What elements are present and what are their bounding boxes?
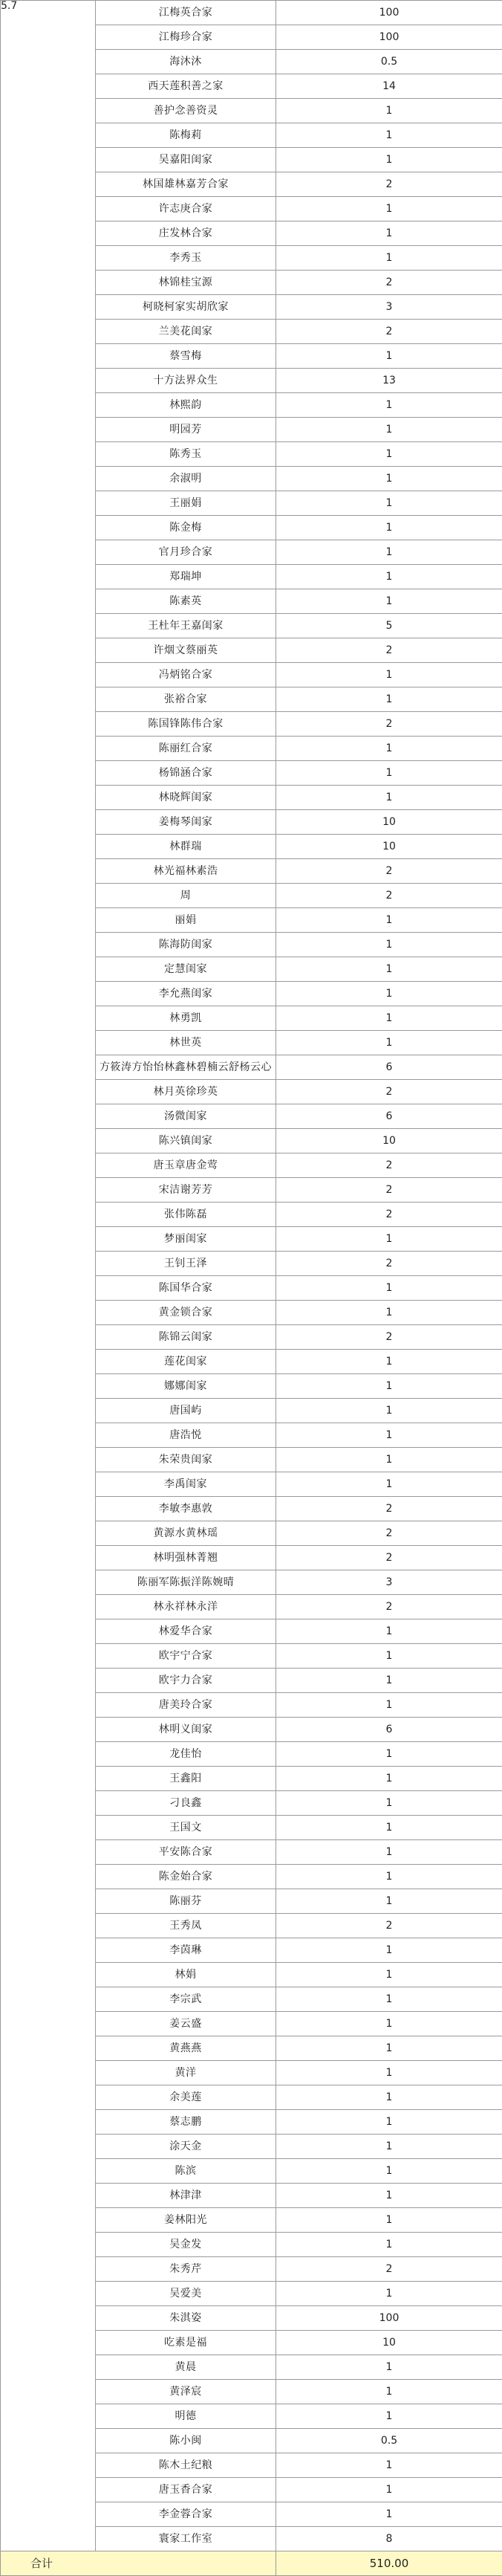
donor-name-cell: 寰家工作室 <box>96 2527 276 2551</box>
amount-cell: 1 <box>276 1693 502 1718</box>
amount-cell: 0.5 <box>276 50 502 74</box>
donor-name-cell: 方筱涛方怡怡林鑫林碧楠云舒杨云心 <box>96 1055 276 1080</box>
donor-name-cell: 海沐沐 <box>96 50 276 74</box>
donor-name-cell: 李茵琳 <box>96 1938 276 1963</box>
donor-name-cell: 李禹闺家 <box>96 1472 276 1497</box>
donor-name-cell: 李宗武 <box>96 1987 276 2012</box>
amount-cell: 1 <box>276 393 502 418</box>
donor-name-cell: 朱荣贵闺家 <box>96 1448 276 1472</box>
donor-name-cell: 王国文 <box>96 1816 276 1840</box>
donor-name-cell: 姜梅琴闺家 <box>96 810 276 835</box>
amount-cell: 1 <box>276 344 502 369</box>
amount-cell: 1 <box>276 737 502 761</box>
amount-cell: 1 <box>276 99 502 123</box>
donor-name-cell: 林永祥林永洋 <box>96 1595 276 1619</box>
amount-cell: 2 <box>276 320 502 344</box>
donor-name-cell: 王钊王泽 <box>96 1252 276 1276</box>
amount-cell: 1 <box>276 221 502 246</box>
amount-cell: 1 <box>276 663 502 687</box>
amount-cell: 2 <box>276 1497 502 1521</box>
donor-name-cell: 陈小闽 <box>96 2429 276 2453</box>
amount-cell: 1 <box>276 1227 502 1252</box>
amount-cell: 1 <box>276 1742 502 1767</box>
amount-cell: 1 <box>276 1350 502 1374</box>
amount-cell: 1 <box>276 1031 502 1055</box>
amount-cell: 1 <box>276 687 502 712</box>
amount-cell: 1 <box>276 1276 502 1301</box>
amount-cell: 1 <box>276 786 502 810</box>
donor-name-cell: 黄源水黄林瑶 <box>96 1521 276 1546</box>
donor-name-cell: 柯晓柯家实胡欣家 <box>96 295 276 320</box>
amount-cell: 6 <box>276 1055 502 1080</box>
donor-name-cell: 陈金梅 <box>96 516 276 540</box>
amount-cell: 100 <box>276 1 502 25</box>
donor-name-cell: 十方法界众生 <box>96 369 276 393</box>
donor-name-cell: 陈丽红合家 <box>96 737 276 761</box>
donor-name-cell: 陈丽军陈振洋陈婉晴 <box>96 1570 276 1595</box>
donor-name-cell: 余淑明 <box>96 467 276 491</box>
donor-name-cell: 姜林阳光 <box>96 2208 276 2233</box>
donor-name-cell: 蔡志鹏 <box>96 2110 276 2135</box>
donor-name-cell: 林光福林素浩 <box>96 859 276 884</box>
amount-cell: 1 <box>276 2061 502 2085</box>
amount-cell: 1 <box>276 2184 502 2208</box>
amount-cell: 2 <box>276 1203 502 1227</box>
amount-cell: 6 <box>276 1104 502 1129</box>
donor-name-cell: 庄发林合家 <box>96 221 276 246</box>
amount-cell: 2 <box>276 1080 502 1104</box>
amount-cell: 13 <box>276 369 502 393</box>
amount-cell: 2 <box>276 1153 502 1178</box>
donor-name-cell: 陈国锋陈伟合家 <box>96 712 276 737</box>
donor-name-cell: 杨锦涵合家 <box>96 761 276 786</box>
donor-name-cell: 吴嘉阳闺家 <box>96 148 276 172</box>
amount-cell: 1 <box>276 2135 502 2159</box>
donor-name-cell: 唐玉章唐金莺 <box>96 1153 276 1178</box>
donor-name-cell: 李允燕闺家 <box>96 982 276 1006</box>
amount-cell: 3 <box>276 1570 502 1595</box>
donor-name-cell: 陈木土纪粮 <box>96 2453 276 2478</box>
donor-name-cell: 李敏李惠敦 <box>96 1497 276 1521</box>
donor-name-cell: 兰美花闺家 <box>96 320 276 344</box>
donor-name-cell: 明园芳 <box>96 418 276 442</box>
donor-name-cell: 许志庚合家 <box>96 197 276 221</box>
amount-cell: 1 <box>276 1619 502 1644</box>
amount-cell: 2 <box>276 1252 502 1276</box>
donor-name-cell: 黄泽宸 <box>96 2380 276 2404</box>
donor-name-cell: 郑瑞坤 <box>96 565 276 589</box>
donor-name-cell: 冯炳铭合家 <box>96 663 276 687</box>
amount-cell: 0.5 <box>276 2429 502 2453</box>
amount-cell: 1 <box>276 516 502 540</box>
donor-name-cell: 明德 <box>96 2404 276 2429</box>
donor-name-cell: 张伟陈磊 <box>96 1203 276 1227</box>
amount-cell: 1 <box>276 1889 502 1914</box>
amount-cell: 1 <box>276 1987 502 2012</box>
amount-cell: 1 <box>276 2478 502 2502</box>
donor-name-cell: 陈海防闺家 <box>96 933 276 957</box>
donor-name-cell: 汤微闺家 <box>96 1104 276 1129</box>
amount-cell: 2 <box>276 859 502 884</box>
amount-cell: 14 <box>276 74 502 99</box>
amount-cell: 1 <box>276 2036 502 2061</box>
amount-cell: 2 <box>276 638 502 663</box>
donor-name-cell: 欧宇力合家 <box>96 1669 276 1693</box>
amount-cell: 1 <box>276 2404 502 2429</box>
donor-name-cell: 林熙韵 <box>96 393 276 418</box>
amount-cell: 100 <box>276 25 502 50</box>
amount-cell: 5 <box>276 614 502 638</box>
amount-cell: 1 <box>276 933 502 957</box>
amount-cell: 1 <box>276 418 502 442</box>
amount-cell: 2 <box>276 2257 502 2282</box>
donor-name-cell: 黄洋 <box>96 2061 276 2085</box>
amount-cell: 1 <box>276 1963 502 1987</box>
amount-cell: 1 <box>276 2355 502 2380</box>
amount-cell: 1 <box>276 540 502 565</box>
amount-cell: 1 <box>276 1448 502 1472</box>
donor-name-cell: 林明义闺家 <box>96 1718 276 1742</box>
amount-cell: 1 <box>276 1301 502 1325</box>
donor-name-cell: 欧宇宁合家 <box>96 1644 276 1669</box>
ledger-body <box>1 1 502 2576</box>
donor-name-cell: 丽娟 <box>96 908 276 933</box>
donor-name-cell: 陈兴镇闺家 <box>96 1129 276 1153</box>
donor-name-cell: 周 <box>96 884 276 908</box>
amount-cell: 1 <box>276 565 502 589</box>
donor-name-cell: 林群瑞 <box>96 835 276 859</box>
date-cell: 5.7 <box>1 1 96 2551</box>
amount-cell: 1 <box>276 1423 502 1448</box>
donor-name-cell: 涂天金 <box>96 2135 276 2159</box>
amount-cell: 1 <box>276 197 502 221</box>
amount-cell: 1 <box>276 148 502 172</box>
donor-name-cell: 林国雄林嘉芳合家 <box>96 172 276 197</box>
amount-cell: 1 <box>276 2453 502 2478</box>
donor-name-cell: 林月英徐珍英 <box>96 1080 276 1104</box>
donor-name-cell: 平安陈合家 <box>96 1840 276 1865</box>
donor-name-cell: 陈金始合家 <box>96 1865 276 1889</box>
amount-cell: 1 <box>276 957 502 982</box>
donor-name-cell: 黄燕燕 <box>96 2036 276 2061</box>
donor-name-cell: 林娟 <box>96 1963 276 1987</box>
amount-cell: 1 <box>276 1472 502 1497</box>
donor-name-cell: 林世英 <box>96 1031 276 1055</box>
amount-cell: 1 <box>276 2159 502 2184</box>
donor-name-cell: 定慧闺家 <box>96 957 276 982</box>
amount-cell: 2 <box>276 1914 502 1938</box>
amount-cell: 1 <box>276 982 502 1006</box>
donor-name-cell: 陈锦云闺家 <box>96 1325 276 1350</box>
amount-cell: 3 <box>276 295 502 320</box>
total-row <box>1 2551 502 2576</box>
donor-name-cell: 蔡雪梅 <box>96 344 276 369</box>
ledger-row <box>1 1 502 25</box>
amount-cell: 1 <box>276 1669 502 1693</box>
donor-name-cell: 姜云盛 <box>96 2012 276 2036</box>
donor-name-cell: 朱秀芹 <box>96 2257 276 2282</box>
donor-name-cell: 陈素英 <box>96 589 276 614</box>
amount-cell: 6 <box>276 1718 502 1742</box>
donor-name-cell: 刁良鑫 <box>96 1791 276 1816</box>
donor-name-cell: 娜娜闺家 <box>96 1374 276 1399</box>
amount-cell: 1 <box>276 1865 502 1889</box>
amount-cell: 1 <box>276 1840 502 1865</box>
donor-name-cell: 林津津 <box>96 2184 276 2208</box>
amount-cell: 2 <box>276 884 502 908</box>
amount-cell: 1 <box>276 908 502 933</box>
amount-cell: 1 <box>276 1938 502 1963</box>
donor-name-cell: 林锦桂宝源 <box>96 271 276 295</box>
amount-cell: 1 <box>276 1006 502 1031</box>
donor-name-cell: 王丽娟 <box>96 491 276 516</box>
donor-name-cell: 陈滨 <box>96 2159 276 2184</box>
donor-name-cell: 李金蓉合家 <box>96 2502 276 2527</box>
amount-cell: 10 <box>276 810 502 835</box>
amount-cell: 1 <box>276 467 502 491</box>
amount-cell: 1 <box>276 246 502 271</box>
donor-name-cell: 林爱华合家 <box>96 1619 276 1644</box>
amount-cell: 2 <box>276 1546 502 1570</box>
amount-cell: 2 <box>276 712 502 737</box>
amount-cell: 2 <box>276 1325 502 1350</box>
amount-cell: 1 <box>276 2282 502 2306</box>
donor-name-cell: 陈丽芬 <box>96 1889 276 1914</box>
amount-cell: 10 <box>276 1129 502 1153</box>
donor-name-cell: 江梅珍合家 <box>96 25 276 50</box>
donor-name-cell: 唐国屿 <box>96 1399 276 1423</box>
total-amount: 510.00 <box>276 2551 502 2576</box>
amount-cell: 1 <box>276 1374 502 1399</box>
donor-name-cell: 张裕合家 <box>96 687 276 712</box>
amount-cell: 1 <box>276 2502 502 2527</box>
amount-cell: 2 <box>276 1178 502 1203</box>
donor-name-cell: 吴爱美 <box>96 2282 276 2306</box>
donor-name-cell: 吃素是福 <box>96 2331 276 2355</box>
amount-cell: 1 <box>276 1767 502 1791</box>
amount-cell: 1 <box>276 1644 502 1669</box>
amount-cell: 2 <box>276 1595 502 1619</box>
donor-name-cell: 陈国华合家 <box>96 1276 276 1301</box>
amount-cell: 2 <box>276 1521 502 1546</box>
donor-name-cell: 唐浩悦 <box>96 1423 276 1448</box>
donor-name-cell: 龙佳怡 <box>96 1742 276 1767</box>
donor-name-cell: 黄金锁合家 <box>96 1301 276 1325</box>
donor-name-cell: 朱淇姿 <box>96 2306 276 2331</box>
total-label: 合计 <box>1 2551 276 2576</box>
amount-cell: 1 <box>276 2085 502 2110</box>
amount-cell: 8 <box>276 2527 502 2551</box>
donor-name-cell: 林勇凯 <box>96 1006 276 1031</box>
amount-cell: 1 <box>276 1791 502 1816</box>
amount-cell: 1 <box>276 2208 502 2233</box>
donor-name-cell: 西天莲积善之家 <box>96 74 276 99</box>
donor-name-cell: 唐美玲合家 <box>96 1693 276 1718</box>
amount-cell: 2 <box>276 271 502 295</box>
amount-cell: 1 <box>276 2233 502 2257</box>
amount-cell: 2 <box>276 172 502 197</box>
donor-name-cell: 莲花闺家 <box>96 1350 276 1374</box>
donor-name-cell: 陈梅莉 <box>96 123 276 148</box>
donor-name-cell: 王鑫阳 <box>96 1767 276 1791</box>
amount-cell: 1 <box>276 123 502 148</box>
amount-cell: 1 <box>276 442 502 467</box>
donor-name-cell: 许烟文蔡丽英 <box>96 638 276 663</box>
amount-cell: 1 <box>276 589 502 614</box>
donor-name-cell: 王秀凤 <box>96 1914 276 1938</box>
amount-cell: 1 <box>276 2012 502 2036</box>
donor-name-cell: 林明强林菁翘 <box>96 1546 276 1570</box>
amount-cell: 1 <box>276 2380 502 2404</box>
amount-cell: 10 <box>276 835 502 859</box>
donor-name-cell: 宋洁谢芳芳 <box>96 1178 276 1203</box>
donor-name-cell: 陈秀玉 <box>96 442 276 467</box>
amount-cell: 1 <box>276 2110 502 2135</box>
donor-name-cell: 王杜年王嘉闺家 <box>96 614 276 638</box>
donor-name-cell: 余美莲 <box>96 2085 276 2110</box>
donor-name-cell: 官月珍合家 <box>96 540 276 565</box>
amount-cell: 100 <box>276 2306 502 2331</box>
amount-cell: 1 <box>276 761 502 786</box>
donor-name-cell: 江梅英合家 <box>96 1 276 25</box>
donor-name-cell: 吴金发 <box>96 2233 276 2257</box>
amount-cell: 1 <box>276 491 502 516</box>
donor-name-cell: 林晓辉闺家 <box>96 786 276 810</box>
donor-name-cell: 梦丽闺家 <box>96 1227 276 1252</box>
amount-cell: 10 <box>276 2331 502 2355</box>
donor-name-cell: 李秀玉 <box>96 246 276 271</box>
donor-name-cell: 唐玉香合家 <box>96 2478 276 2502</box>
donor-name-cell: 善护念善资灵 <box>96 99 276 123</box>
amount-cell: 1 <box>276 1399 502 1423</box>
donor-name-cell: 黄晨 <box>96 2355 276 2380</box>
amount-cell: 1 <box>276 1816 502 1840</box>
